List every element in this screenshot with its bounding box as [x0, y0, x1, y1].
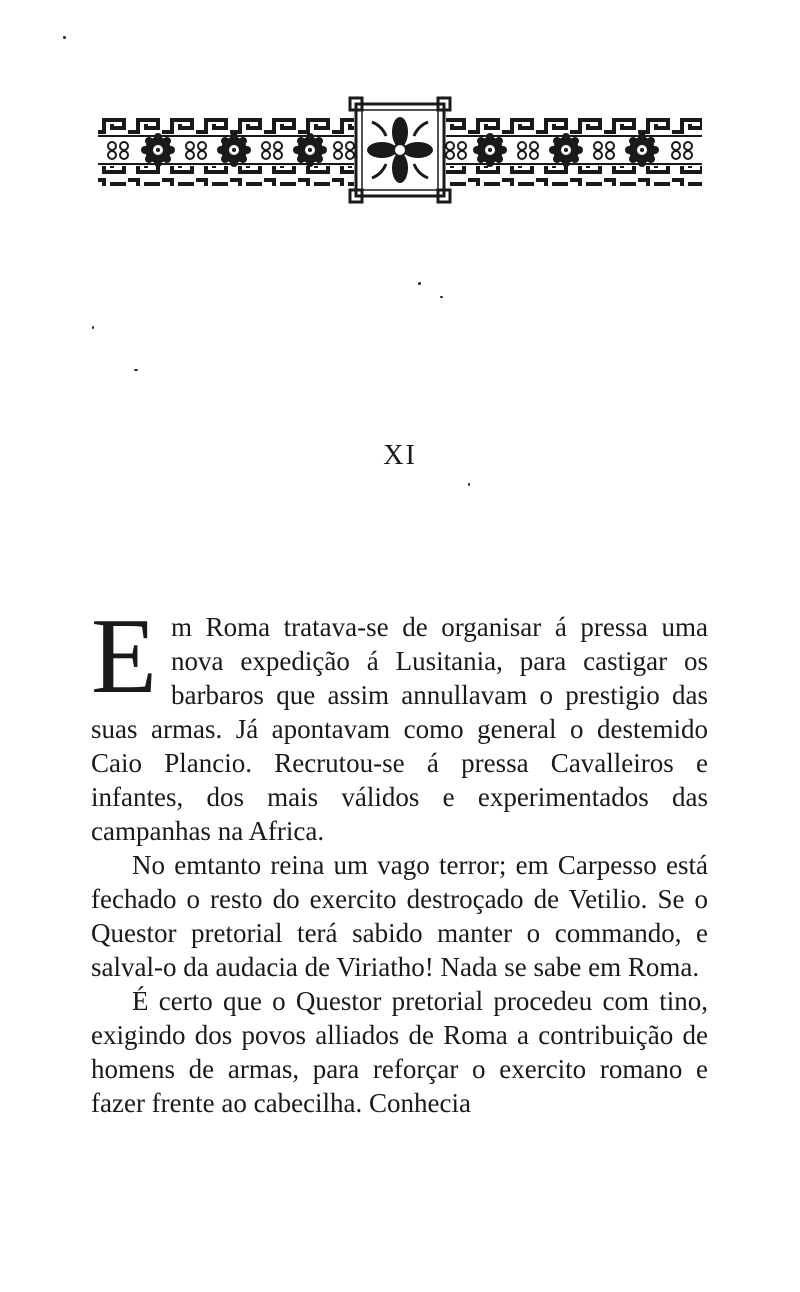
print-speck [92, 326, 94, 329]
print-speck [468, 483, 470, 486]
drop-cap: E [91, 597, 157, 716]
paragraph [91, 597, 708, 848]
print-speck [63, 36, 66, 39]
print-speck [440, 296, 443, 298]
print-speck [134, 369, 138, 371]
greek-key-rosette-ornament-icon [94, 96, 706, 204]
chapter-number: XI [383, 440, 417, 471]
print-speck [418, 282, 421, 285]
paragraph: No emtanto reina um vago terror; em Carpesso está fechado o resto do exercito destroçado de Vetilio. Se o Questor pretorial terá sabido manter o commando, e salval-o da audacia de Viriatho! Nada se sabe em Roma. [91, 850, 708, 982]
paragraph-text: m Roma tratava-se de organisar á pressa uma nova expedição á Lusitania, para castigar os barbaros que assim annullavam o prestigio das suas armas. Já apontavam como general o destemido Caio Plancio. Recrutou-se á pressa Cavalleiros e infantes, dos mais válidos e experimentados das campanhas na Africa. [91, 612, 708, 846]
paragraph: É certo que o Questor pretorial procedeu com tino, exigindo dos povos alliados de Roma a contribuição de homens de armas, para reforçar o exercito romano e fazer frente ao cabecilha. Conhecia [91, 986, 708, 1118]
chapter-body [91, 597, 708, 1120]
